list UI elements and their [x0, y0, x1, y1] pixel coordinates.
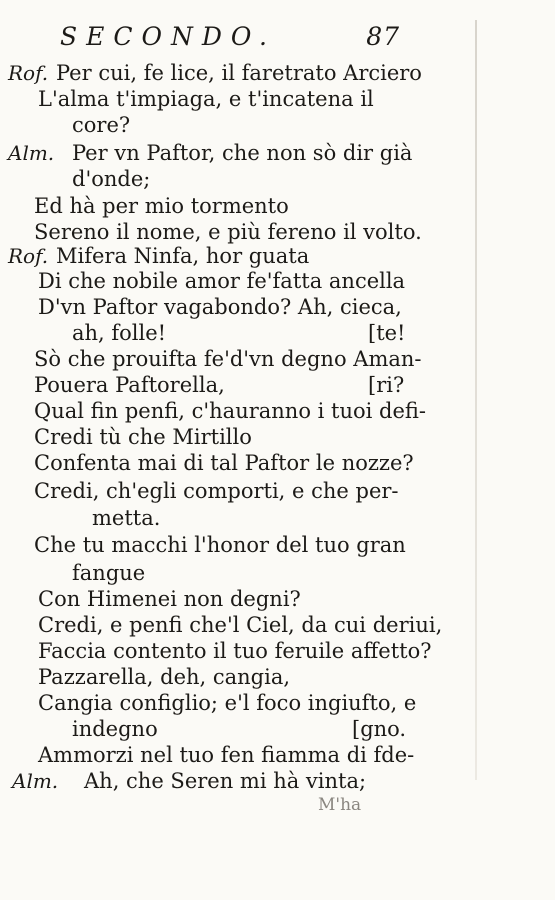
verse-text: Che tu macchi l'honor del tuo gran [34, 533, 406, 557]
verse-text: Ammorzi nel tuo fen fiamma di fde- [38, 743, 415, 767]
verse-text: Sereno il nome, e più fereno il volto. [34, 220, 422, 244]
verse-text: Di che nobile amor fe'fatta ancella [38, 269, 406, 293]
verse-text: Per vn Paftor, che non sò dir già [72, 141, 413, 165]
verse-text: Pouera Paftorella, [34, 373, 225, 397]
verse-text: core? [72, 113, 131, 137]
verse-text: Mifera Ninfa, hor guata [56, 244, 310, 268]
verse-text: d'onde; [72, 167, 151, 191]
turnover-fragment: [ri? [368, 373, 405, 397]
turnover-fragment: [gno. [352, 717, 407, 741]
verse-text: Cangia configlio; e'l foco ingiufto, e [38, 691, 417, 715]
verse-text: Credi, ch'egli comporti, e che per- [34, 479, 399, 503]
page-number: 87 [366, 22, 400, 51]
verse-text: L'alma t'impiaga, e t'incatena il [38, 87, 374, 111]
verse-text: Sò che prouifta fe'd'vn degno Aman- [34, 347, 422, 371]
verse-text: Ah, che Seren mi hà vinta; [84, 769, 367, 793]
verse-text: indegno [72, 717, 158, 741]
verse-text: Ed hà per mio tormento [34, 194, 289, 218]
verse-text: Con Himenei non degni? [38, 587, 301, 611]
running-head [60, 22, 400, 56]
catchword: M'ha [318, 795, 362, 815]
verse-text: Faccia contento il tuo feruile affetto? [38, 639, 432, 663]
verse-text: Credi tù che Mirtillo [34, 425, 252, 449]
running-title: SECONDO. [60, 22, 276, 51]
speaker-label: Rof. [8, 61, 49, 85]
speaker-label: Rof. [8, 244, 49, 268]
verse-text: Per cui, fe lice, il faretrato Arciero [56, 61, 422, 85]
verse-text: Qual fin penfi, c'hauranno i tuoi defi- [34, 399, 427, 423]
verse-text: Confenta mai di tal Paftor le nozze? [34, 451, 414, 475]
verse-text: Pazzarella, deh, cangia, [38, 665, 291, 689]
page-edge-shadow [475, 20, 477, 780]
turnover-fragment: [te! [368, 321, 406, 345]
speaker-label: Alm. [8, 141, 55, 165]
verse-text: metta. [92, 506, 161, 530]
verse-text: Credi, e penfi che'l Ciel, da cui deriui, [38, 613, 443, 637]
speaker-label: Alm. [12, 769, 59, 793]
verse-text: D'vn Paftor vagabondo? Ah, cieca, [38, 295, 402, 319]
verse-text: ah, folle! [72, 321, 167, 345]
verse-text: fangue [72, 561, 146, 585]
